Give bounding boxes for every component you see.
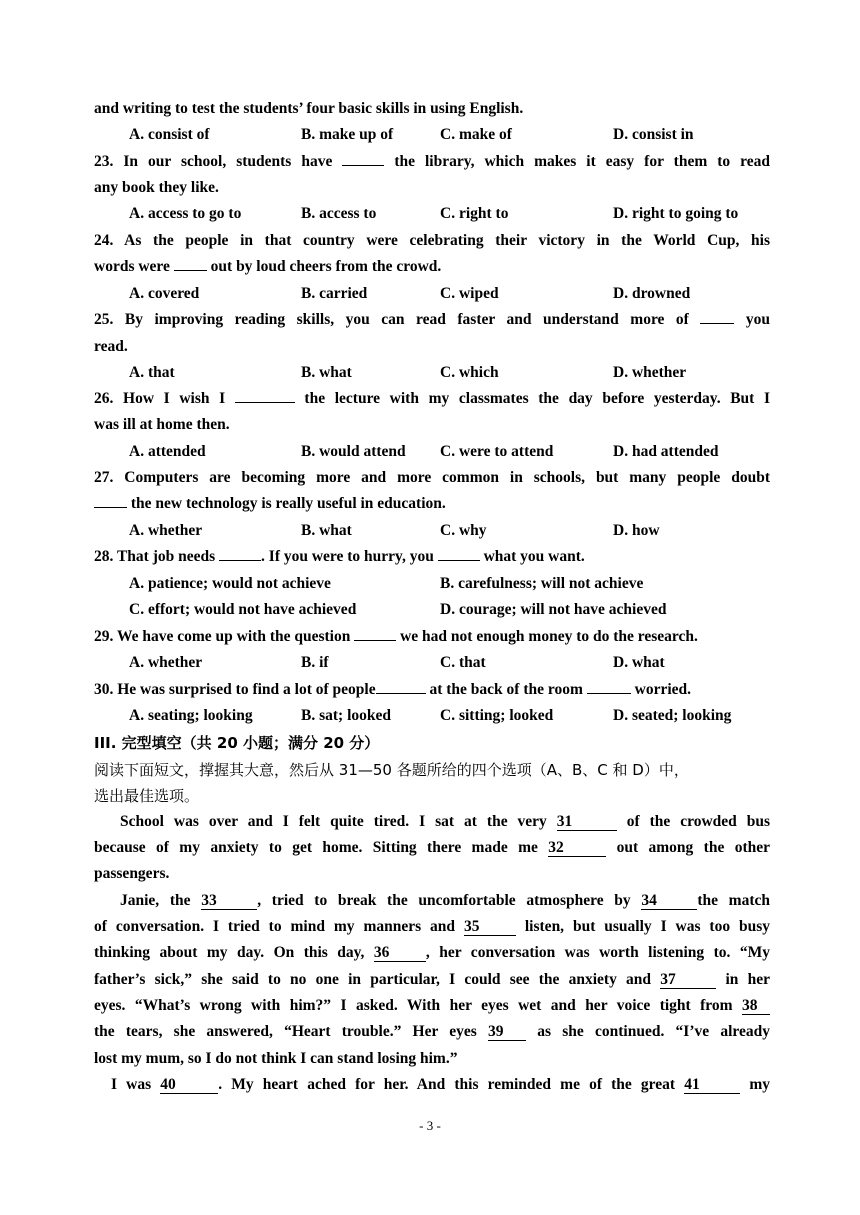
passage-line xyxy=(94,1022,770,1042)
section-instructions xyxy=(94,760,770,781)
q27-option-c: C. why xyxy=(440,522,487,539)
q22-option-b: B. make up of xyxy=(301,126,394,143)
text: read. xyxy=(94,338,128,355)
text: we had not enough money to do the research. xyxy=(396,628,698,645)
text: was ill at home then. xyxy=(94,416,230,433)
cloze-blank-40: 40 xyxy=(160,1077,218,1094)
text: the match xyxy=(697,892,770,909)
q27-option-b: B. what xyxy=(301,522,352,539)
q25-option-d: D. whether xyxy=(613,364,687,381)
q25-stem-cont xyxy=(94,337,770,357)
q24-option-d: D. drowned xyxy=(613,285,691,302)
text: eyes. “What’s wrong with him?” I asked. With her eyes wet and her voice tight from xyxy=(94,997,742,1014)
q23-option-c: C. right to xyxy=(440,205,509,222)
q24-stem-cont xyxy=(94,257,770,277)
passage-line xyxy=(120,812,770,832)
text: . If you were to hurry, you xyxy=(261,548,438,565)
q29-stem xyxy=(94,627,770,647)
q30-option-c: C. sitting; looked xyxy=(440,707,554,724)
text: my xyxy=(740,1076,770,1093)
answer-blank xyxy=(376,693,426,694)
text: you xyxy=(734,311,770,328)
q23-stem xyxy=(94,152,770,172)
q23-stem-cont xyxy=(94,178,770,198)
text: 25. By improving reading skills, you can read faster and understand more of xyxy=(94,311,701,328)
passage-line xyxy=(94,970,770,990)
text: any book they like. xyxy=(94,179,219,196)
text: lost my mum, so I do not think I can stand losing him.” xyxy=(94,1050,458,1067)
q26-option-a: A. attended xyxy=(129,443,206,460)
q30-stem xyxy=(94,680,770,700)
q24-stem xyxy=(94,231,770,251)
text: Janie, the xyxy=(120,892,202,909)
text: 23. In our school, students have xyxy=(94,153,343,170)
cloze-blank-41: 41 xyxy=(684,1077,740,1094)
q28-option-d: D. courage; will not have achieved xyxy=(440,601,667,618)
answer-blank xyxy=(342,165,384,166)
q25-option-c: C. which xyxy=(440,364,499,381)
cloze-blank-37: 37 xyxy=(660,972,716,989)
text: 26. How I wish I xyxy=(94,390,235,407)
text: in her xyxy=(716,971,770,988)
q26-option-b: B. would attend xyxy=(301,443,406,460)
q27-option-d: D. how xyxy=(613,522,660,539)
text: 阅读下面短文，撑握其大意，然后从 31—50 各题所给的四个选项（A、B、C 和 D）中， xyxy=(94,761,689,779)
q27-option-a: A. whether xyxy=(129,522,203,539)
cloze-blank-35: 35 xyxy=(464,919,516,936)
passage-line xyxy=(94,917,770,937)
passage-line xyxy=(94,996,770,1016)
q25-option-b: B. what xyxy=(301,364,352,381)
text: . My heart ached for her. And this reminded me of the great xyxy=(218,1076,685,1093)
text: the new technology is really useful in education. xyxy=(127,495,446,512)
answer-blank xyxy=(354,640,396,641)
q23-option-d: D. right to going to xyxy=(613,205,739,222)
q24-option-a: A. covered xyxy=(129,285,200,302)
q29-option-b: B. if xyxy=(301,654,329,671)
passage-line xyxy=(120,891,770,911)
q22-stem-end xyxy=(94,99,770,119)
passage-line xyxy=(94,1049,770,1069)
text: as she continued. “I’ve already xyxy=(526,1023,770,1040)
q29-option-c: C. that xyxy=(440,654,486,671)
text: , tried to break the uncomfortable atmosphere by xyxy=(257,892,642,909)
text: I was xyxy=(111,1076,161,1093)
cloze-blank-36: 36 xyxy=(374,945,426,962)
text: of conversation. I tried to mind my manners and xyxy=(94,918,464,935)
text: because of my anxiety to get home. Sitting there made me xyxy=(94,839,549,856)
q24-option-c: C. wiped xyxy=(440,285,499,302)
cloze-blank-32: 32 xyxy=(548,840,606,857)
q23-option-a: A. access to go to xyxy=(129,205,242,222)
answer-blank xyxy=(219,560,261,561)
cloze-blank-38: 38 xyxy=(742,998,770,1015)
text: out by loud cheers from the crowd. xyxy=(206,258,442,275)
passage-line xyxy=(94,943,770,963)
text: 28. That job needs xyxy=(94,548,220,565)
cloze-blank-33: 33 xyxy=(201,893,257,910)
passage-line xyxy=(94,838,770,858)
page-number: - 3 - xyxy=(419,1118,441,1133)
q28-option-c: C. effort; would not have achieved xyxy=(129,601,357,618)
q27-stem-cont xyxy=(94,494,770,514)
text: , her conversation was worth listening to. “My xyxy=(425,944,770,961)
answer-blank xyxy=(587,693,631,694)
passage-line xyxy=(94,864,770,884)
text: listen, but usually I was too busy xyxy=(515,918,771,935)
text: thinking about my day. On this day, xyxy=(94,944,374,961)
q30-option-d: D. seated; looking xyxy=(613,707,732,724)
passage-line xyxy=(111,1075,770,1095)
answer-blank xyxy=(700,323,734,324)
answer-blank xyxy=(235,402,295,403)
q22-option-c: C. make of xyxy=(440,126,512,143)
text: of the crowded bus xyxy=(616,813,771,830)
q22-option-d: D. consist in xyxy=(613,126,694,143)
text: III. 完型填空（共 20 小题；满分 20 分） xyxy=(94,734,380,752)
text: and writing to test the students’ four basic skills in using English. xyxy=(94,100,524,117)
text: the tears, she answered, “Heart trouble.” Her eyes xyxy=(94,1023,489,1040)
text: 选出最佳选项。 xyxy=(94,787,200,805)
answer-blank xyxy=(94,507,127,508)
text: words were xyxy=(94,258,174,275)
q30-option-b: B. sat; looked xyxy=(301,707,391,724)
text: 27. Computers are becoming more and more common in schools, but many people doubt xyxy=(94,469,770,486)
q25-option-a: A. that xyxy=(129,364,175,381)
q29-option-d: D. what xyxy=(613,654,665,671)
q25-stem xyxy=(94,310,770,330)
q27-stem xyxy=(94,468,770,488)
text: passengers. xyxy=(94,865,170,882)
q28-option-a: A. patience; would not achieve xyxy=(129,575,331,592)
answer-blank xyxy=(174,270,207,271)
text: 30. He was surprised to find a lot of people xyxy=(94,681,376,698)
q30-option-a: A. seating; looking xyxy=(129,707,253,724)
cloze-blank-34: 34 xyxy=(641,893,697,910)
text: 29. We have come up with the question xyxy=(94,628,355,645)
q28-stem xyxy=(94,547,770,567)
text: what you want. xyxy=(479,548,585,565)
q26-stem xyxy=(94,389,770,409)
text: out among the other xyxy=(606,839,770,856)
text: the lecture with my classmates the day before yesterday. But I xyxy=(294,390,770,407)
q24-option-b: B. carried xyxy=(301,285,368,302)
text: at the back of the room xyxy=(425,681,587,698)
q26-option-c: C. were to attend xyxy=(440,443,554,460)
q29-option-a: A. whether xyxy=(129,654,203,671)
section-title xyxy=(94,733,770,754)
q28-option-b: B. carefulness; will not achieve xyxy=(440,575,644,592)
q23-option-b: B. access to xyxy=(301,205,377,222)
cloze-blank-39: 39 xyxy=(488,1024,526,1041)
answer-blank xyxy=(438,560,480,561)
text: School was over and I felt quite tired. I sat at the very xyxy=(120,813,557,830)
text: 24. As the people in that country were celebrating their victory in the World Cup, his xyxy=(94,232,770,249)
text: father’s sick,” she said to no one in particular, I could see the anxiety and xyxy=(94,971,661,988)
q26-stem-cont xyxy=(94,415,770,435)
q22-option-a: A. consist of xyxy=(129,126,210,143)
section-instructions-cont xyxy=(94,786,770,807)
cloze-blank-31: 31 xyxy=(557,814,617,831)
q26-option-d: D. had attended xyxy=(613,443,719,460)
text: worried. xyxy=(630,681,692,698)
text: the library, which makes it easy for them to read xyxy=(384,153,771,170)
